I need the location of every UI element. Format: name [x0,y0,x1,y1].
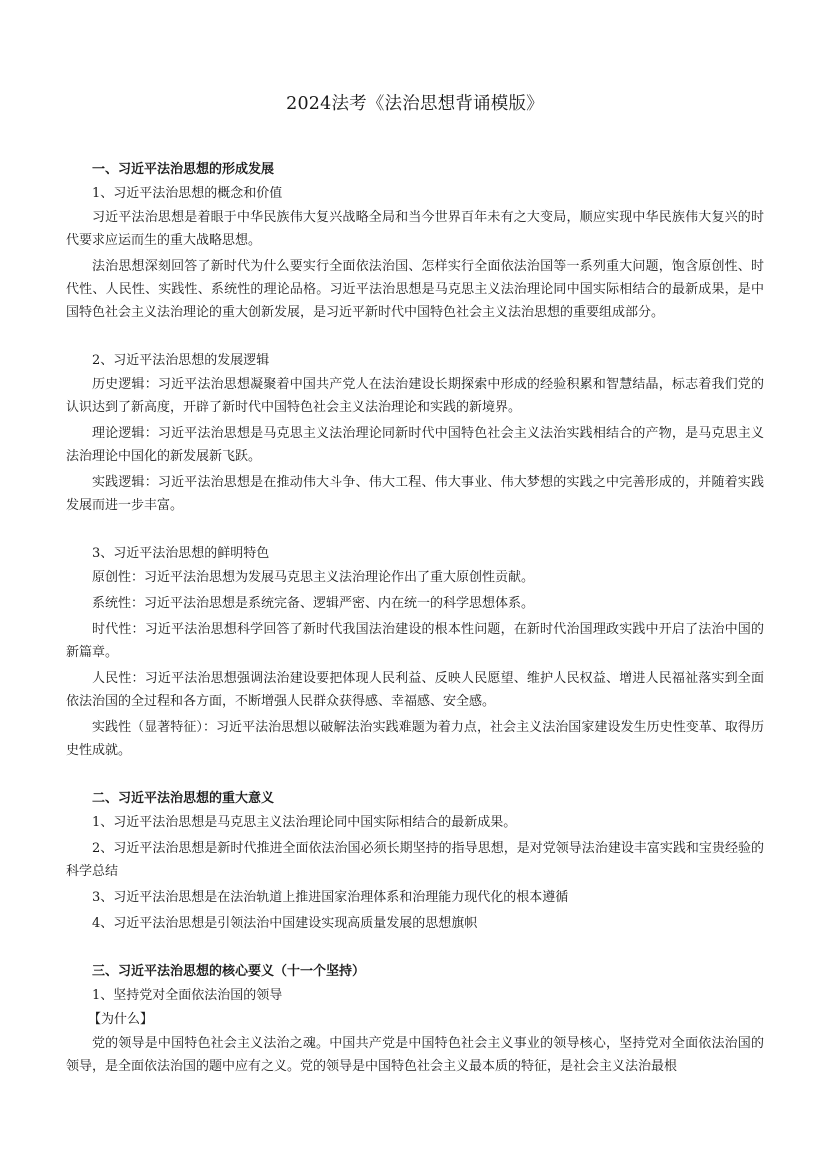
paragraph: 习近平法治思想是着眼于中华民族伟大复兴战略全局和当今世界百年未有之大变局，顺应实现中华民族伟大复兴的时代要求应运而生的重大战略思想。 [66,210,764,248]
bracket-label: 【为什么】 [88,1012,154,1027]
paragraph: 人民性：习近平法治思想强调法治建设要把体现人民利益、反映人民愿望、维护人民权益、增进人民福祉落实到全面依法治国的全过程和各方面，不断增强人民群众获得感、幸福感、安全感。 [66,671,764,709]
subsection-heading: 3、习近平法治思想的鲜明特色 [92,546,270,561]
paragraph: 实践逻辑：习近平法治思想是在推动伟大斗争、伟大工程、伟大事业、伟大梦想的实践之中完善形成的，并随着实践发展而进一步丰富。 [66,475,764,513]
paragraph: 历史逻辑：习近平法治思想凝聚着中国共产党人在法治建设长期探索中形成的经验积累和智慧结晶，标志着我们党的认识达到了新高度，开辟了新时代中国特色社会主义法治理论和实践的新境界。 [66,377,764,415]
list-item: 1、习近平法治思想是马克思主义法治理论同中国实际相结合的最新成果。 [92,815,517,830]
list-item: 4、习近平法治思想是引领法治中国建设实现高质量发展的思想旗帜 [92,916,478,931]
subsection-heading: 1、习近平法治思想的概念和价值 [92,186,283,201]
subsection-heading: 1、坚持党对全面依法治国的领导 [92,988,283,1003]
paragraph: 党的领导是中国特色社会主义法治之魂。中国共产党是中国特色社会主义事业的领导核心，坚持党对全面依法治国的领导，是全面依法治国的题中应有之义。党的领导是中国特色社会主义最本质的特征，是社会主义法治最根 [66,1036,764,1074]
section-heading: 三、习近平法治思想的核心要义（十一个坚持） [92,964,366,979]
paragraph: 原创性：习近平法治思想为发展马克思主义法治理论作出了重大原创性贡献。 [92,570,535,585]
paragraph: 系统性：习近平法治思想是系统完备、逻辑严密、内在统一的科学思想体系。 [92,596,535,611]
list-item: 2、习近平法治思想是新时代推进全面依法治国必须长期坚持的指导思想，是对党领导法治建设丰富实践和宝贵经验的科学总结 [66,841,764,879]
section-heading: 二、习近平法治思想的重大意义 [92,791,275,806]
spacer [66,938,764,960]
document-title: 2024法考《法治思想背诵模版》 [286,94,544,114]
list-item: 3、习近平法治思想是在法治轨道上推进国家治理体系和治理能力现代化的根本遵循 [92,890,569,905]
paragraph: 理论逻辑：习近平法治思想是马克思主义法治理论同新时代中国特色社会主义法治实践相结合的产物，是马克思主义法治理论中国化的新发展新飞跃。 [66,426,764,464]
spacer [66,520,764,542]
section-heading: 一、习近平法治思想的形成发展 [92,162,275,177]
subsection-heading: 2、习近平法治思想的发展逻辑 [92,353,270,368]
paragraph: 实践性（显著特征）：习近平法治思想以破解法治实践难题为着力点，社会主义法治国家建设发生历史性变革、取得历史性成就。 [66,720,764,758]
paragraph: 法治思想深刻回答了新时代为什么要实行全面依法治国、怎样实行全面依法治国等一系列重大问题，饱含原创性、时代性、人民性、实践性、系统性的理论品格。习近平法治思想是马克思主义法治理论同中国实际相结合的最新成果，是中国特色社会主义法治理论的重大创新发展，是习近平新时代中国特色社会主义法治思想的重要组成部分。 [66,259,764,320]
spacer [66,327,764,349]
paragraph: 时代性：习近平法治思想科学回答了新时代我国法治建设的根本性问题，在新时代治国理政实践中开启了法治中国的新篇章。 [66,622,764,660]
spacer [66,765,764,787]
